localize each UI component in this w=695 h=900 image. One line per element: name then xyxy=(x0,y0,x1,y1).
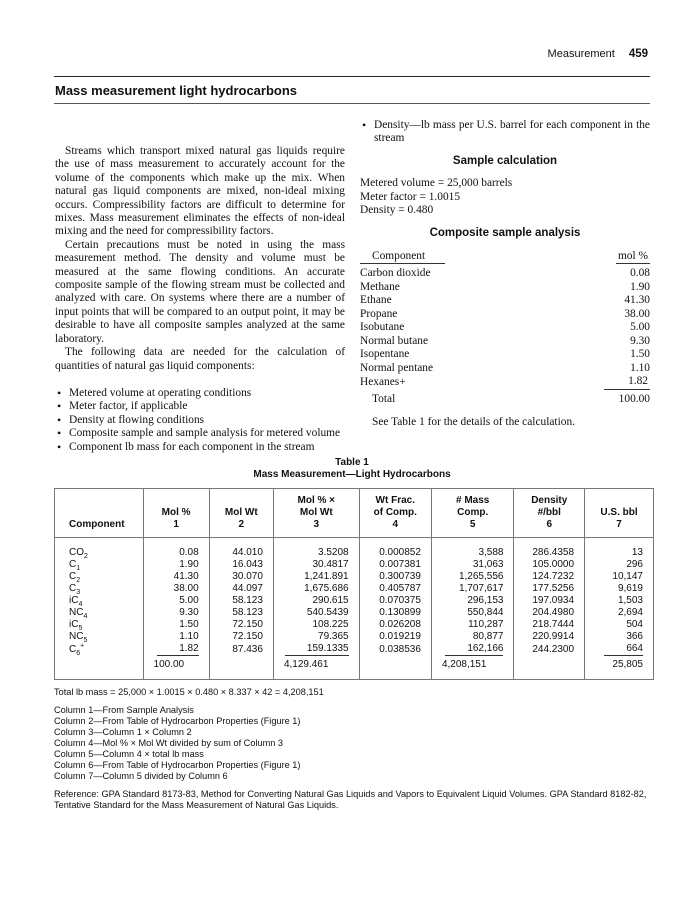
component-subscript: 3 xyxy=(76,589,81,596)
table-row xyxy=(55,643,654,656)
cell-value: 664 xyxy=(604,643,643,656)
cell-value: 1.82 xyxy=(157,643,198,656)
component-name: Isopentane xyxy=(360,348,410,361)
header-line: of Comp. xyxy=(373,507,417,518)
total-row xyxy=(360,390,650,407)
table-cell: 296 xyxy=(585,559,654,571)
table-row xyxy=(55,559,654,571)
component-base: C xyxy=(69,583,77,594)
paragraph: Certain precautions must be noted in using the mass measurement method. The density and volume must be measured at the same flowing conditions. An accurate composite sample of the flowing stream must be collected and analyzed with care. On systems where there are a number of input points that will be compared to an output point, it may be desirable to have all composite samples analyzed at the same laboratory. xyxy=(55,238,345,345)
table-cell: 1,675.686 xyxy=(273,583,359,595)
mol-percent: 0.08 xyxy=(630,267,650,280)
cell-value: 162,166 xyxy=(445,643,503,656)
table-cell: 9.30 xyxy=(143,607,209,619)
table-cell: 1.50 xyxy=(143,619,209,631)
total-cell xyxy=(209,656,273,680)
table-cell: 87.436 xyxy=(209,643,273,656)
header-line: U.S. bbl xyxy=(600,507,638,518)
total-value: 100.00 xyxy=(618,392,650,405)
mol-percent xyxy=(548,375,650,390)
total-cell: 4,208,151 xyxy=(431,656,514,680)
component-base: iC xyxy=(69,595,79,606)
table-row xyxy=(360,375,650,390)
table-cell: 16.043 xyxy=(209,559,273,571)
component-subscript: 2 xyxy=(84,553,88,560)
list-item: • Metered volume at operating conditions xyxy=(55,387,345,400)
table-cell: 31,063 xyxy=(431,559,514,571)
table-cell: 0.300739 xyxy=(359,571,431,583)
column-note: Column 1—From Sample Analysis xyxy=(54,705,194,715)
table-1 xyxy=(54,488,654,680)
component-cell xyxy=(55,538,144,560)
table-cell: 220.9914 xyxy=(514,631,585,643)
table-row xyxy=(55,631,654,643)
table-cell: 0.08 xyxy=(143,538,209,560)
total-mass-formula: Total lb mass = 25,000 × 1.0015 × 0.480 × 8.337 × 42 = 4,208,151 xyxy=(54,687,324,697)
table-row xyxy=(360,281,650,295)
column-header xyxy=(143,489,209,538)
header-line: 7 xyxy=(616,519,622,530)
component-cell xyxy=(55,607,144,619)
column-header xyxy=(359,489,431,538)
table-cell: 124.7232 xyxy=(514,571,585,583)
column-note: Column 4—Mol % × Mol Wt divided by sum of Column 3 xyxy=(54,738,284,748)
table-cell: 2,694 xyxy=(585,607,654,619)
header-line: Mol % xyxy=(161,507,191,518)
mol-percent: 1.10 xyxy=(630,361,650,374)
table-cell: 3.5208 xyxy=(273,538,359,560)
table-cell: 0.130899 xyxy=(359,607,431,619)
table-row xyxy=(55,538,654,560)
component-base: NC xyxy=(69,607,84,618)
list-item: • Meter factor, if applicable xyxy=(55,400,345,413)
table-cell: 504 xyxy=(585,619,654,631)
header-line: 3 xyxy=(313,519,320,530)
table-row xyxy=(360,335,650,349)
table-row xyxy=(55,619,654,631)
composite-table xyxy=(360,250,650,407)
header-line: 6 xyxy=(546,519,553,530)
sample-calc-line: Density = 0.480 xyxy=(360,204,434,217)
table-row xyxy=(360,267,650,281)
list-item: • Composite sample and sample analysis for metered volume xyxy=(55,427,345,440)
component-name: Methane xyxy=(360,280,400,293)
table-cell: 0.405787 xyxy=(359,583,431,595)
table-cell: 30.4817 xyxy=(273,559,359,571)
column-header xyxy=(273,489,359,538)
cell-value: 159.1335 xyxy=(285,643,349,656)
component-base: C xyxy=(69,571,77,582)
mol-percent: 1.50 xyxy=(630,348,650,361)
component-cell xyxy=(55,595,144,607)
mol-percent: 38.00 xyxy=(624,307,650,320)
total-cell: 100.00 xyxy=(143,656,209,680)
component-subscript: 4 xyxy=(83,613,88,620)
paragraph: The following data are needed for the calculation of quantities of natural gas liquid components: xyxy=(55,346,345,372)
table-row xyxy=(360,321,650,335)
table-cell: 3,588 xyxy=(431,538,514,560)
total-label: Total xyxy=(372,392,396,405)
table-cell: 108.225 xyxy=(273,619,359,631)
top-rule xyxy=(54,76,650,77)
right-column xyxy=(360,119,650,430)
sample-calc-line: Meter factor = 1.0015 xyxy=(360,190,461,203)
column-header xyxy=(431,489,514,538)
table-cell: 0.070375 xyxy=(359,595,431,607)
page-number: 459 xyxy=(628,48,648,60)
table-caption xyxy=(54,457,650,481)
section-title: Mass measurement light hydrocarbons xyxy=(55,83,298,98)
component-superscript: + xyxy=(80,642,85,650)
see-table-note: See Table 1 for the details of the calculation. xyxy=(372,416,576,429)
component-cell xyxy=(55,643,144,656)
table-cell: 204.4980 xyxy=(514,607,585,619)
column-note: Column 7—Column 5 divided by Column 6 xyxy=(54,771,228,781)
table-cell: 30.070 xyxy=(209,571,273,583)
component-subscript: 4 xyxy=(78,601,83,608)
table-subtitle: Mass Measurement—Light Hydrocarbons xyxy=(253,469,451,480)
component-subscript: 5 xyxy=(83,637,88,644)
title-rule xyxy=(54,103,650,104)
table-cell: 197.0934 xyxy=(514,595,585,607)
table-cell: 0.000852 xyxy=(359,538,431,560)
list-item: • Component lb mass for each component in the stream xyxy=(55,441,345,454)
header-line: 4 xyxy=(392,519,399,530)
composite-heading: Composite sample analysis xyxy=(429,227,581,240)
table-cell: 540.5439 xyxy=(273,607,359,619)
reference: Reference: GPA Standard 8173-83, Method for Converting Natural Gas Liquids and Vapors to Equivalent Liquid Volumes. GPA Standard 8182-82, Tentative Standard for the Mass Measurement of Natural Gas Liquids. xyxy=(54,789,647,810)
component-name: Normal pentane xyxy=(360,361,434,374)
component-name: Ethane xyxy=(360,294,392,307)
table-row xyxy=(55,607,654,619)
column-note: Column 3—Column 1 × Column 2 xyxy=(54,727,192,737)
header-component: Component xyxy=(360,250,445,265)
table-cell: 286.4358 xyxy=(514,538,585,560)
column-header xyxy=(209,489,273,538)
list-item: • Density—lb mass per U.S. barrel for each component in the stream xyxy=(360,119,650,146)
table-cell: 44.010 xyxy=(209,538,273,560)
header-mol: mol % xyxy=(616,250,650,265)
header-line: Mol % × xyxy=(297,495,336,506)
column-note: Column 5—Column 4 × total lb mass xyxy=(54,749,204,759)
sample-calculation-heading: Sample calculation xyxy=(452,154,558,167)
component-name: Carbon dioxide xyxy=(360,267,431,280)
table-cell: 0.019219 xyxy=(359,631,431,643)
component-base: C xyxy=(69,643,77,655)
mol-percent-value: 1.82 xyxy=(604,375,650,390)
header-line: 5 xyxy=(469,519,476,530)
table-cell: 9,619 xyxy=(585,583,654,595)
component-cell xyxy=(55,656,144,680)
table-cell: 5.00 xyxy=(143,595,209,607)
component-cell xyxy=(55,583,144,595)
table-cell: 13 xyxy=(585,538,654,560)
component-base: C xyxy=(69,559,77,570)
table-cell: 366 xyxy=(585,631,654,643)
mol-percent: 41.30 xyxy=(624,294,650,307)
component-cell xyxy=(55,619,144,631)
table-cell: 1,707,617 xyxy=(431,583,514,595)
component-cell xyxy=(55,559,144,571)
table-cell: 44.097 xyxy=(209,583,273,595)
table-cell: 296,153 xyxy=(431,595,514,607)
table-row xyxy=(360,308,650,322)
component-subscript: 6 xyxy=(76,649,81,657)
table-cell: 0.038536 xyxy=(359,643,431,656)
totals-row xyxy=(55,656,654,680)
table-cell xyxy=(585,643,654,656)
header-line: Comp. xyxy=(457,507,489,518)
data-needed-list xyxy=(55,387,345,454)
table-notes xyxy=(54,687,654,811)
component-subscript: 1 xyxy=(76,565,81,572)
table-row xyxy=(55,571,654,583)
total-cell xyxy=(359,656,431,680)
running-head-section: Measurement xyxy=(547,48,615,60)
component-name: Hexanes+ xyxy=(360,375,406,388)
column-header xyxy=(514,489,585,538)
component-base: iC xyxy=(69,619,79,630)
table-cell: 1.90 xyxy=(143,559,209,571)
header-line: 1 xyxy=(173,519,179,530)
table-cell: 290.615 xyxy=(273,595,359,607)
table-row xyxy=(55,595,654,607)
column-note: Column 6—From Table of Hydrocarbon Properties (Figure 1) xyxy=(54,760,301,770)
header-line: Wt Frac. xyxy=(375,495,415,506)
mol-percent: 9.30 xyxy=(630,334,650,347)
table-row xyxy=(360,348,650,362)
table-cell: 1,241.891 xyxy=(273,571,359,583)
table-cell: 79.365 xyxy=(273,631,359,643)
running-head xyxy=(548,48,648,60)
table-row xyxy=(360,294,650,308)
table-cell: 72.150 xyxy=(209,619,273,631)
table-cell: 1,265,556 xyxy=(431,571,514,583)
header-line: #/bbl xyxy=(537,507,561,518)
header-line: # Mass xyxy=(456,495,490,506)
table-cell: 58.123 xyxy=(209,595,273,607)
total-cell: 4,129.461 xyxy=(273,656,359,680)
table-cell: 218.7444 xyxy=(514,619,585,631)
table-cell: 72.150 xyxy=(209,631,273,643)
table-cell: 41.30 xyxy=(143,571,209,583)
column-note: Column 2—From Table of Hydrocarbon Properties (Figure 1) xyxy=(54,716,301,726)
header-line: 2 xyxy=(238,519,245,530)
total-cell xyxy=(514,656,585,680)
mol-percent: 5.00 xyxy=(630,321,650,334)
table-cell: 1,503 xyxy=(585,595,654,607)
header-line: Mol Wt xyxy=(224,507,258,518)
component-base: CO xyxy=(69,547,84,558)
table-cell: 80,877 xyxy=(431,631,514,643)
table-cell: 10,147 xyxy=(585,571,654,583)
table-cell: 38.00 xyxy=(143,583,209,595)
table-cell: 0.026208 xyxy=(359,619,431,631)
component-name: Normal butane xyxy=(360,334,429,347)
total-cell: 25,805 xyxy=(585,656,654,680)
table-cell: 244.2300 xyxy=(514,643,585,656)
list-item: • Density at flowing conditions xyxy=(55,414,345,427)
table-row xyxy=(55,583,654,595)
component-name: Isobutane xyxy=(360,321,405,334)
left-column xyxy=(55,145,345,454)
component-name: Propane xyxy=(360,307,398,320)
column-header xyxy=(55,489,144,538)
table-cell: 1.10 xyxy=(143,631,209,643)
table-cell: 110,287 xyxy=(431,619,514,631)
component-subscript: 2 xyxy=(76,577,81,584)
table-cell: 105.0000 xyxy=(514,559,585,571)
mol-percent: 1.90 xyxy=(630,280,650,293)
table-title: Table 1 xyxy=(335,457,369,468)
table-cell: 550,844 xyxy=(431,607,514,619)
column-header xyxy=(585,489,654,538)
header-line: Density xyxy=(531,495,568,506)
header-line: Component xyxy=(69,519,125,530)
component-base: NC xyxy=(69,631,84,642)
table-cell: 58.123 xyxy=(209,607,273,619)
table-cell xyxy=(273,643,359,656)
table-row xyxy=(360,362,650,376)
table-cell: 177.5256 xyxy=(514,583,585,595)
table-cell: 0.007381 xyxy=(359,559,431,571)
component-cell xyxy=(55,571,144,583)
table-cell xyxy=(431,643,514,656)
paragraph: Streams which transport mixed natural gas liquids require the use of mass measurement to accurately account for the volume of the components which make up the mix. When natural gas liquid components are mixed, non-ideal mixing occurs. Compressibility factors are difficult to determine for mixes. Mass measurement eliminates the effects of non-ideal mixing and the need for compressibility factors. xyxy=(55,145,345,238)
component-cell xyxy=(55,631,144,643)
table-cell xyxy=(143,643,209,656)
header-line: Mol Wt xyxy=(299,507,333,518)
component-subscript: 5 xyxy=(78,625,83,632)
sample-calc-line: Metered volume = 25,000 barrels xyxy=(360,177,513,190)
